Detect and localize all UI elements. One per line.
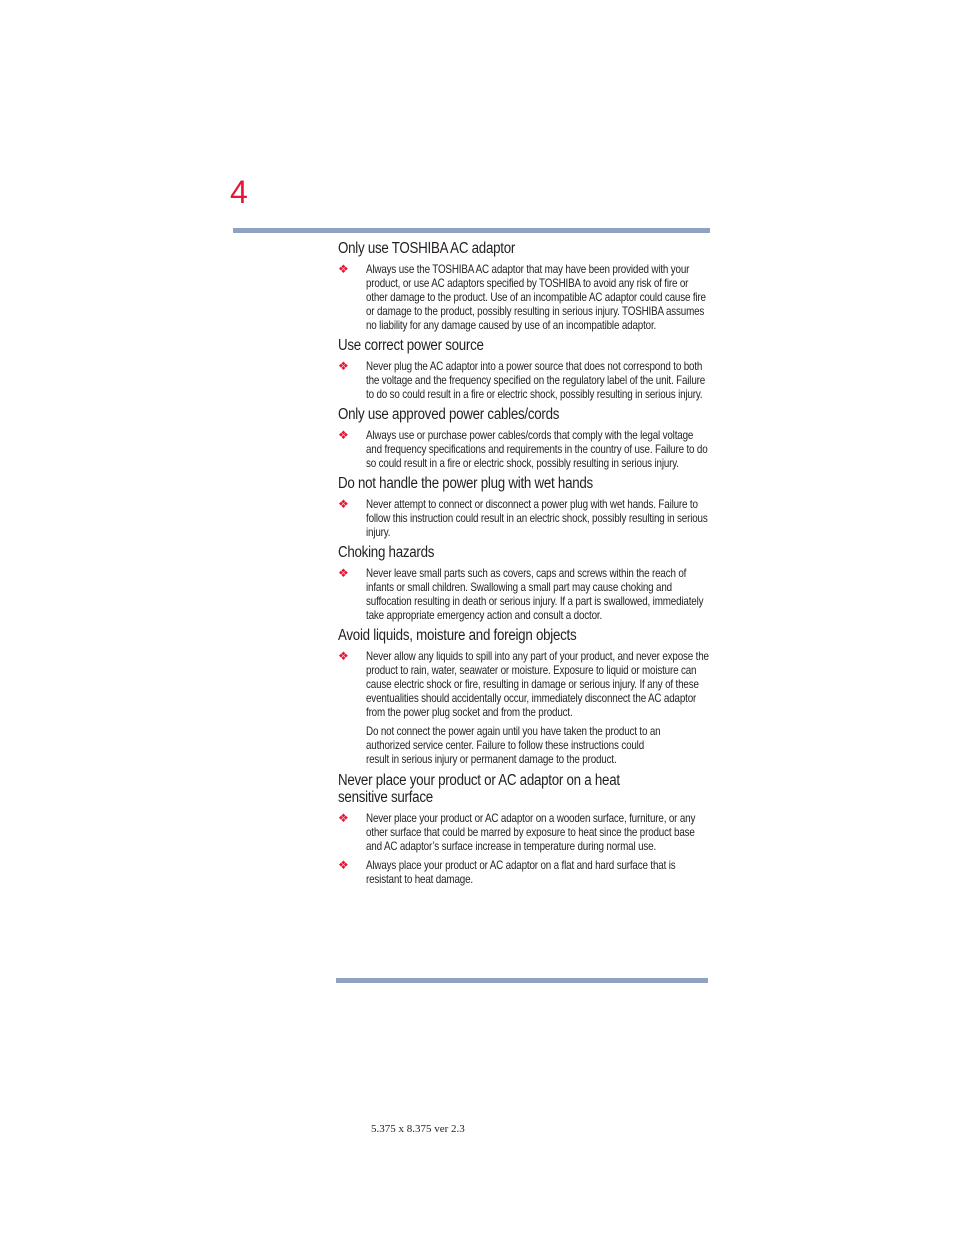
section-power-cables [338, 406, 710, 470]
bullet-item [338, 858, 710, 886]
top-rule [233, 228, 710, 233]
bullet-item [338, 649, 710, 719]
diamond-bullet-icon: ❖ [338, 262, 349, 276]
bullet-item [338, 428, 710, 470]
bullet-text: Never plug the AC adaptor into a power source that does not correspond to both the voltage and the frequency specified on the regulatory label of the unit. Failure to do so could result in a fire or electric shock, possibly resulting in serious injury. [366, 359, 706, 401]
section-heading: Only use approved power cables/cords [338, 406, 560, 423]
bullet-text: Never allow any liquids to spill into any part of your product, and never expose the product to rain, water, seawater or moisture. Exposure to liquid or moisture can cause electric shock or fire, resulting in damage or serious injury. If any of these eventualities should accidentally occur, immediately disconnect the AC adaptor from the power plug socket and from the product. [366, 649, 709, 719]
body-paragraph: Do not connect the power again until you have taken the product to an authorized service center. Failure to follow these instructions could result in serious injury or permanent damage to the product. [366, 724, 661, 766]
bullet-text: Never place your product or AC adaptor on a wooden surface, furniture, or any other surface that could be marred by exposure to heat since the product base and AC adaptor’s surface increase in temperature during normal use. [366, 811, 696, 853]
section-choking [338, 544, 710, 622]
bullet-text: Always use the TOSHIBA AC adaptor that may have been provided with your product, or use AC adaptors specified by TOSHIBA to avoid any risk of fire or other damage to the product. Use of an incompatible AC adaptor could cause fire or damage to the product, possibly resulting in serious injury. TOSHIBA assumes no liability for any damage caused by use of an incompatible adaptor. [366, 262, 706, 332]
section-heading: Use correct power source [338, 337, 484, 354]
diamond-bullet-icon: ❖ [338, 566, 349, 580]
section-heading: Only use TOSHIBA AC adaptor [338, 240, 516, 257]
diamond-bullet-icon: ❖ [338, 858, 349, 872]
section-power-source [338, 337, 710, 401]
section-liquids [338, 627, 710, 766]
diamond-bullet-icon: ❖ [338, 649, 349, 663]
section-heading: Avoid liquids, moisture and foreign objects [338, 627, 577, 644]
bullet-item [338, 811, 710, 853]
page-number: 4 [230, 174, 248, 210]
content [338, 240, 710, 891]
bullet-text: Never attempt to connect or disconnect a power plug with wet hands. Failure to follow this instruction could result in an electric shock, possibly resulting in serious injury. [366, 497, 708, 539]
bullet-text: Always use or purchase power cables/cords that comply with the legal voltage and frequency specifications and requirements in the country of use. Failure to do so could result in a fire or electric shock, possibly resulting in serious injury. [366, 428, 708, 470]
bullet-item [338, 497, 710, 539]
bullet-item [338, 566, 710, 622]
section-heading: Do not handle the power plug with wet hands [338, 475, 593, 492]
bullet-text: Always place your product or AC adaptor on a flat and hard surface that is resistant to heat damage. [366, 858, 676, 886]
bottom-rule [336, 978, 708, 983]
bullet-item [338, 262, 710, 332]
section-ac-adaptor [338, 240, 710, 332]
bullet-text: Never leave small parts such as covers, caps and screws within the reach of infants or small children. Swallowing a small part may cause choking and suffocation resulting in death or serious injury. If a part is swallowed, immediately take appropriate emergency action and consult a doctor. [366, 566, 704, 622]
footer-version: 5.375 x 8.375 ver 2.3 [371, 1123, 465, 1135]
section-heading-line: Never place your product or AC adaptor on a heat [338, 772, 620, 789]
diamond-bullet-icon: ❖ [338, 359, 349, 373]
bullet-item [338, 359, 710, 401]
diamond-bullet-icon: ❖ [338, 428, 349, 442]
section-heading [338, 772, 709, 806]
section-heat-surface [338, 772, 710, 886]
diamond-bullet-icon: ❖ [338, 497, 349, 511]
section-wet-hands [338, 475, 710, 539]
diamond-bullet-icon: ❖ [338, 811, 349, 825]
section-heading-line: sensitive surface [338, 789, 433, 806]
section-heading: Choking hazards [338, 544, 435, 561]
